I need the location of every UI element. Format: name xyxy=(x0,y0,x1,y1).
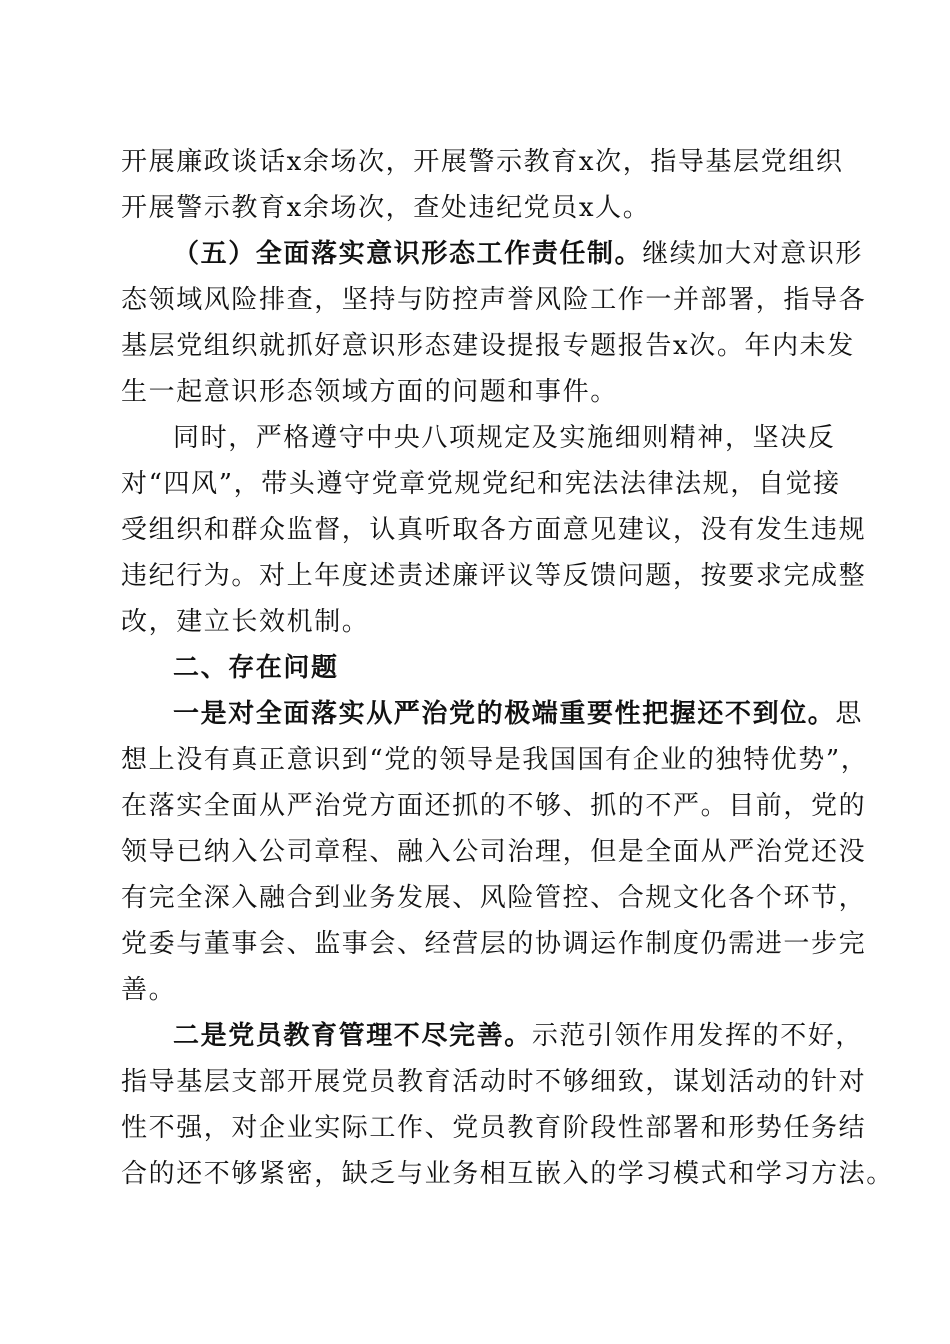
body-line: 党委与董事会、监事会、经营层的协调运作制度仍需进一步完 xyxy=(121,929,867,959)
body-line: 想上没有真正意识到“党的领导是我国国有企业的独特优势”， xyxy=(121,745,869,775)
body-line: 同时，严格遵守中央八项规定及实施细则精神，坚决反 xyxy=(173,423,836,453)
body-line: 对“四风”，带头遵守党章党规党纪和宪法法律法规，自觉接 xyxy=(121,469,841,499)
body-line: 基层党组织就抓好意识形态建设提报专题报告x次。年内未发 xyxy=(121,331,855,361)
body-line: 违纪行为。对上年度述责述廉评议等反馈问题，按要求完成整 xyxy=(121,561,867,591)
paragraph-rest: 示范引领作用发挥的不好， xyxy=(531,1021,864,1051)
body-line: 有完全深入融合到业务发展、风险管控、合规文化各个环节， xyxy=(121,883,867,913)
body-line: 生一起意识形态领域方面的问题和事件。 xyxy=(121,377,618,407)
paragraph-lead: 二是党员教育管理不尽完善。 xyxy=(173,1021,532,1051)
body-line: 领导已纳入公司章程、融入公司治理，但是全面从严治党还没 xyxy=(121,837,867,867)
section-heading: 二、存在问题 xyxy=(173,653,339,683)
body-line: 受组织和群众监督，认真听取各方面意见建议，没有发生违规 xyxy=(121,515,867,545)
paragraph-line xyxy=(173,1020,864,1052)
subheading-lead: （五）全面落实意识形态工作责任制。 xyxy=(173,239,643,269)
paragraph-lead: 一是对全面落实从严治党的极端重要性把握还不到位。 xyxy=(173,699,836,729)
body-line: 性不强，对企业实际工作、党员教育阶段性部署和形势任务结 xyxy=(121,1113,867,1143)
body-line: 指导基层支部开展党员教育活动时不够细致，谋划活动的针对 xyxy=(121,1067,867,1097)
body-line: 开展廉政谈话x余场次，开展警示教育x次，指导基层党组织 xyxy=(121,147,844,177)
body-line: 改，建立长效机制。 xyxy=(121,607,370,637)
paragraph-line xyxy=(173,698,864,730)
body-line: 开展警示教育x余场次，查处违纪党员x人。 xyxy=(121,193,651,223)
paragraph-rest: 思 xyxy=(835,699,864,729)
body-line: 善。 xyxy=(121,975,177,1005)
body-line: 合的还不够紧密，缺乏与业务相互嵌入的学习模式和学习方法。 xyxy=(121,1159,894,1189)
subheading-rest: 继续加大对意识形 xyxy=(642,239,864,269)
subheading-line xyxy=(173,238,864,270)
body-line: 在落实全面从严治党方面还抓的不够、抓的不严。目前，党的 xyxy=(121,791,867,821)
body-line: 态领域风险排查，坚持与防控声誉风险工作一并部署，指导各 xyxy=(121,285,867,315)
